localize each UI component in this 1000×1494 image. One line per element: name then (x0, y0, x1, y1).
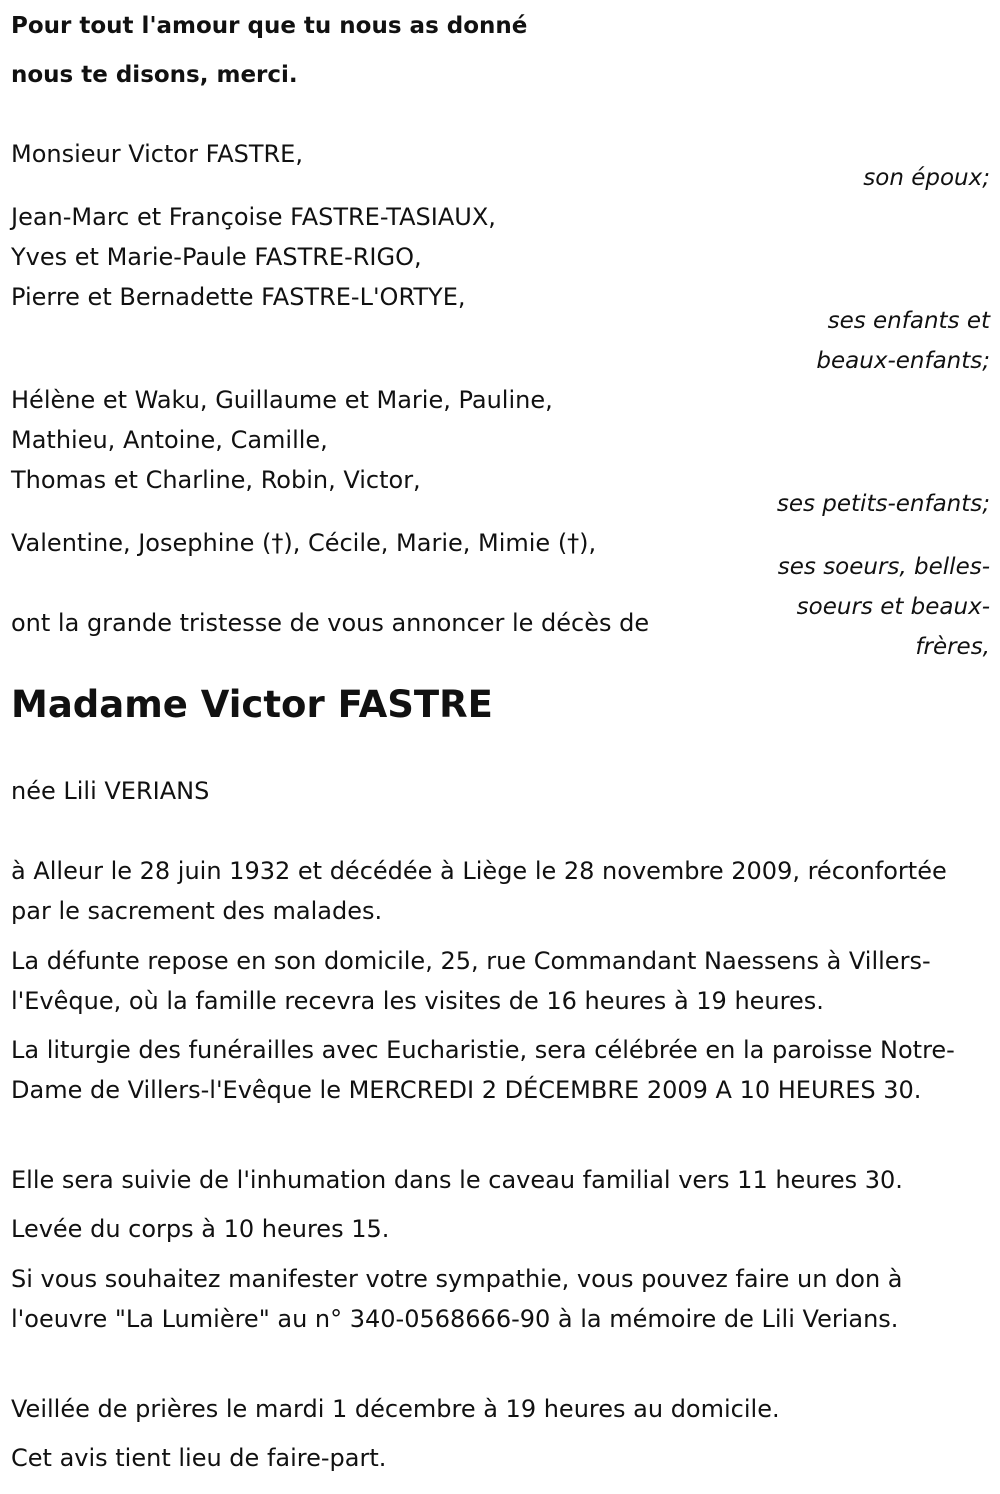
body-removal-paragraph: Levée du corps à 10 heures 15. (11, 1215, 390, 1243)
verse-line-2: nous te disons, merci. (11, 62, 298, 88)
funeral-liturgy-paragraph: La liturgie des funérailles avec Eucharistie, sera célébrée en la paroisse Notre-Dame de Villers-l'Evêque le MERCREDI 2 DÉCEMBRE 2009 A 10 HEURES 30. (11, 1036, 955, 1104)
deceased-name: Madame Victor FASTRE (11, 683, 493, 726)
grandchild-line-1: Hélène et Waku, Guillaume et Marie, Pauline, (11, 386, 553, 414)
notice-paragraph: Cet avis tient lieu de faire-part. (11, 1444, 387, 1472)
verse-line-1: Pour tout l'amour que tu nous as donné (11, 13, 528, 39)
grandchild-line-2: Mathieu, Antoine, Camille, (11, 426, 328, 454)
children-role-line-2: beaux-enfants; (816, 348, 990, 374)
burial-paragraph: Elle sera suivie de l'inhumation dans le caveau familial vers 11 heures 30. (11, 1166, 903, 1194)
prayer-vigil-paragraph: Veillée de prières le mardi 1 décembre à 19 heures au domicile. (11, 1395, 780, 1423)
spouse-role: son époux; (863, 165, 990, 191)
birth-death-paragraph: à Alleur le 28 juin 1932 et décédée à Liège le 28 novembre 2009, réconfortée par le sacrement des malades. (11, 857, 947, 925)
siblings-role-line-1: ses soeurs, belles- (777, 554, 990, 580)
child-line-1: Jean-Marc et Françoise FASTRE-TASIAUX, (11, 203, 496, 231)
donation-paragraph: Si vous souhaitez manifester votre sympathie, vous pouvez faire un don à l'oeuvre "La Lumière" au n° 340-0568666-90 à la mémoire de Lili Verians. (11, 1265, 903, 1333)
child-line-2: Yves et Marie-Paule FASTRE-RIGO, (11, 243, 422, 271)
child-line-3: Pierre et Bernadette FASTRE-L'ORTYE, (11, 283, 466, 311)
maiden-name: née Lili VERIANS (11, 777, 210, 805)
spouse-name: Monsieur Victor FASTRE, (11, 140, 303, 168)
siblings-role-line-3: frères, (915, 634, 990, 660)
grandchild-line-3: Thomas et Charline, Robin, Victor, (11, 466, 421, 494)
siblings-line: Valentine, Josephine (†), Cécile, Marie, Mimie (†), (11, 529, 597, 557)
rest-place-paragraph: La défunte repose en son domicile, 25, rue Commandant Naessens à Villers-l'Evêque, où la famille recevra les visites de 16 heures à 19 heures. (11, 947, 931, 1015)
siblings-role-line-2: soeurs et beaux- (796, 594, 990, 620)
announcement-text: ont la grande tristesse de vous annoncer le décès de (11, 609, 650, 637)
grandchildren-role: ses petits-enfants; (776, 491, 990, 517)
children-role-line-1: ses enfants et (827, 308, 990, 334)
